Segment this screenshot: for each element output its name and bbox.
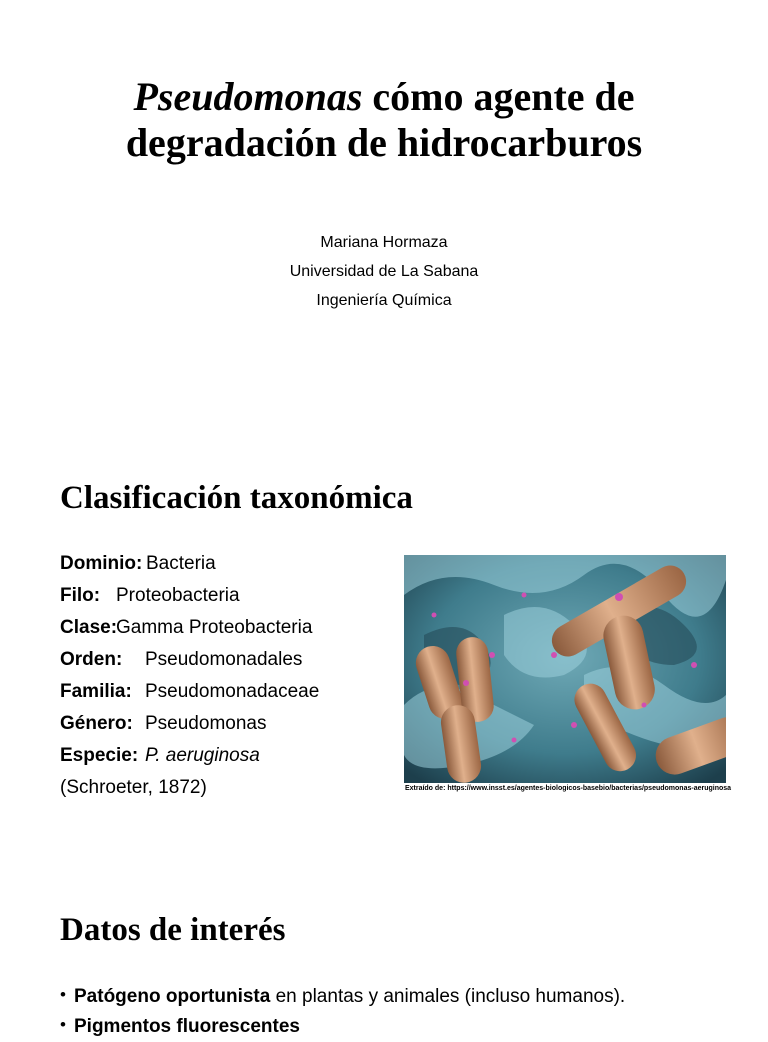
taxonomy-label: Orden: bbox=[60, 649, 123, 670]
taxonomy-label: Especie: bbox=[60, 745, 139, 766]
taxonomy-heading: Clasificación taxonómica bbox=[60, 480, 413, 516]
taxonomy-value: P. aeruginosa bbox=[145, 745, 260, 766]
taxonomy-value: Pseudomonadaceae bbox=[145, 681, 320, 702]
interest-heading: Datos de interés bbox=[60, 912, 286, 948]
subtitle-block bbox=[0, 228, 768, 315]
title-slide bbox=[0, 0, 768, 440]
taxonomy-label: Familia: bbox=[60, 681, 132, 702]
bacteria-micrograph-image bbox=[404, 555, 726, 783]
taxonomy-value: Gamma Proteobacteria bbox=[116, 617, 313, 638]
taxonomy-label: Dominio: bbox=[60, 553, 143, 574]
taxonomy-value: Pseudomonas bbox=[145, 713, 267, 734]
taxonomy-value: Proteobacteria bbox=[116, 585, 240, 606]
bacteria-micrograph-svg bbox=[404, 555, 726, 783]
taxonomy-citation: (Schroeter, 1872) bbox=[60, 777, 207, 798]
taxonomy-slide bbox=[0, 440, 768, 880]
bullet-bold-text: Patógeno oportunista bbox=[74, 986, 271, 1007]
university-name: Universidad de La Sabana bbox=[289, 263, 479, 280]
taxonomy-value: Bacteria bbox=[146, 553, 216, 574]
bullet-item bbox=[60, 1012, 750, 1042]
interest-bullet-list bbox=[60, 982, 750, 1042]
title-italic-word: Pseudomonas bbox=[133, 74, 363, 119]
author-name: Mariana Hormaza bbox=[320, 234, 448, 251]
taxonomy-value: Pseudomonadales bbox=[145, 649, 303, 670]
presentation-title bbox=[60, 74, 708, 166]
taxonomy-label: Clase: bbox=[60, 617, 118, 638]
program-name: Ingeniería Química bbox=[316, 292, 452, 309]
image-caption: Extraído de: https://www.insst.es/agentes-biologicos-basebio/bacterias/pseudomonas-aeruginosa bbox=[404, 785, 732, 792]
title-rest: cómo agente de degradación de hidrocarburos bbox=[125, 74, 643, 165]
bullet-bold-text: Pigmentos fluorescentes bbox=[74, 1016, 300, 1037]
bullet-text: en plantas y animales (incluso humanos). bbox=[270, 986, 626, 1007]
bullet-item bbox=[60, 982, 750, 1012]
taxonomy-label: Filo: bbox=[60, 585, 101, 606]
taxonomy-label: Género: bbox=[60, 713, 133, 734]
interest-slide bbox=[0, 880, 768, 1037]
